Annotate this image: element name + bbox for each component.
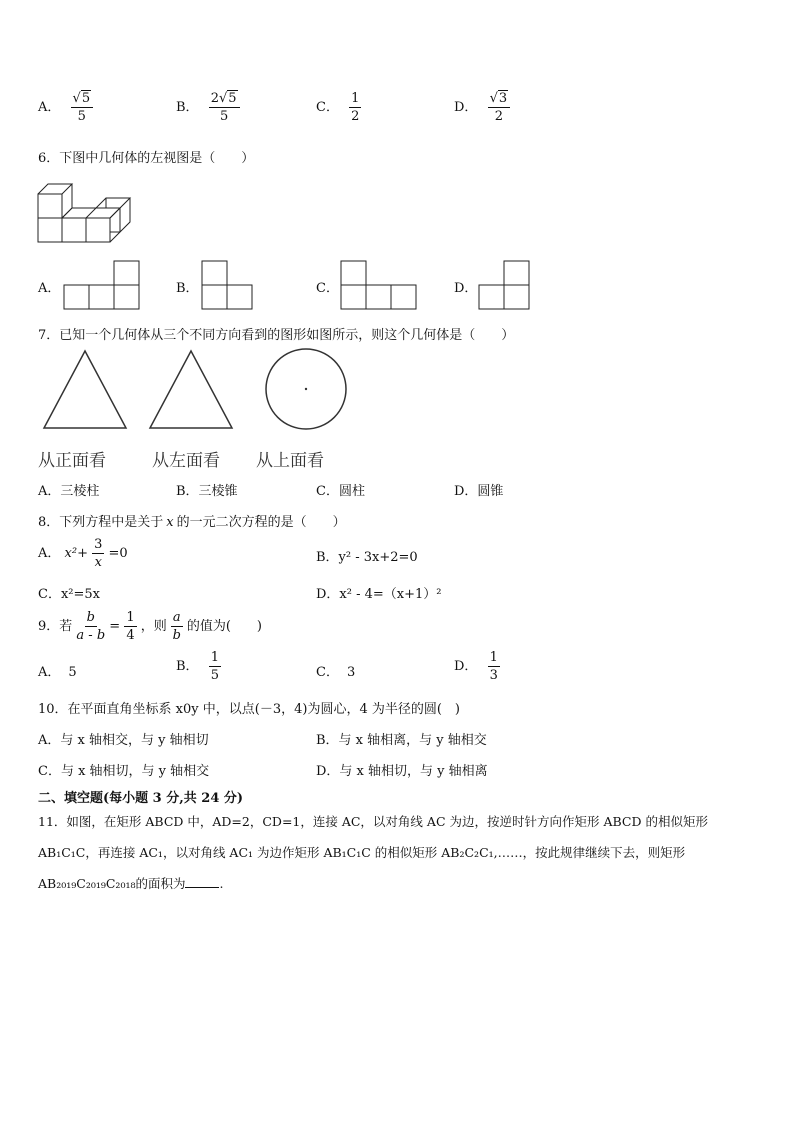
section-heading-fill-in: 二、填空题(每小题 3 分,共 24 分) [38,791,244,806]
top-view-circle [263,347,351,433]
q9-stem: 9．若 $\frac{b}{a - b}$ = $\frac{1}{4}$ ，则 $\frac{a}{b}$ 的值为( ) [38,610,262,643]
q6-option-d-figure [478,259,532,311]
q10-stem: 10．在平面直角坐标系 x0y 中，以点(－3，4)为圆心，4 为半径的圆( ) [38,702,460,717]
caption-left-view: 从左面看 [152,451,220,471]
q8-a-fraction: $\frac{3}{x}$ [94,537,103,570]
q10-option-b: B．与 x 轴相离，与 y 轴相交 [316,733,487,748]
answer-blank[interactable] [185,887,219,888]
q6-option-b-figure [201,259,255,311]
q6-option-d-label: D． [454,281,478,296]
q9-d-fraction: $\frac{1}{3}$ [489,650,498,683]
q7-stem: 7．已知一个几何体从三个不同方向看到的图形如图所示，则这个几何体是（ ） [38,328,515,343]
q9-fraction-a-over-b: $\frac{a}{b}$ [172,610,181,643]
q11-line-3: AB₂₀₁₉C₂₀₁₉C₂₀₁₈的面积为 . [38,876,224,891]
q8-option-c: C．x²=5x [38,587,100,602]
q5-a-fraction: $\frac{√5}{5}$ [71,92,94,123]
left-view-triangle [148,349,234,431]
q7-option-b: B．三棱锥 [176,484,238,499]
q9-option-b: B． $\frac{1}{5}$ [176,650,219,683]
q6-solid-figure [36,178,140,244]
q5-b-fraction: $\frac{2√5}{5}$ [209,92,240,123]
q9-option-a: A． 5 [38,665,77,680]
q10-option-d: D．与 x 轴相切，与 y 轴相离 [316,764,488,779]
q6-option-a-figure [63,259,141,311]
q5-d-fraction: $\frac{√3}{2}$ [488,92,511,123]
front-view-triangle [42,349,128,431]
q9-option-d: D． $\frac{1}{3}$ [454,650,498,683]
q5-c-fraction: $\frac{1}{2}$ [351,91,360,124]
q10-option-a: A．与 x 轴相交，与 y 轴相切 [38,733,209,748]
q8-option-b: B．y² - 3x+2=0 [316,550,418,565]
q8-option-a: A． x²+ $\frac{3}{x}$ =0 [38,537,128,570]
q7-option-c: C．圆柱 [316,484,365,499]
q7-option-a: A．三棱柱 [38,484,100,499]
q5-option-c: C． $\frac{1}{2}$ [316,91,360,124]
q8-stem: 8．下列方程中是关于 x 的一元二次方程的是（ ） [38,515,346,530]
q9-fraction-b-over-a-minus-b: $\frac{b}{a - b}$ [76,610,106,643]
q5-option-d: D． $\frac{√3}{2}$ [454,92,510,123]
q11-line-2: AB₁C₁C，再连接 AC₁，以对角线 AC₁ 为边作矩形 AB₁C₁C 的相似矩形 AB₂C₂C₁,……，按此规律继续下去，则矩形 [38,845,686,860]
q9-option-c: C． 3 [316,665,356,680]
q5-option-b: B． $\frac{2√5}{5}$ [176,92,240,123]
caption-front-view: 从正面看 [38,451,106,471]
q9-b-fraction: $\frac{1}{5}$ [210,650,219,683]
q7-option-d: D．圆锥 [454,484,504,499]
q6-option-a-label: A． [38,281,61,296]
q8-option-d: D．x² - 4=（x+1）² [316,587,442,602]
q6-option-c-figure [340,259,418,311]
q6-stem: 6．下图中几何体的左视图是（ ） [38,151,255,166]
q6-option-b-label: B． [176,281,199,296]
q5-option-a: A． $\frac{√5}{5}$ [38,92,93,123]
q9-fraction-one-quarter: $\frac{1}{4}$ [126,610,135,643]
q11-line-1: 11．如图，在矩形 ABCD 中，AD=2，CD=1，连接 AC，以对角线 AC 为边，按逆时针方向作矩形 ABCD 的相似矩形 [38,814,708,829]
q10-option-c: C．与 x 轴相切，与 y 轴相交 [38,764,210,779]
caption-top-view: 从上面看 [256,451,324,471]
q6-option-c-label: C． [316,281,339,296]
